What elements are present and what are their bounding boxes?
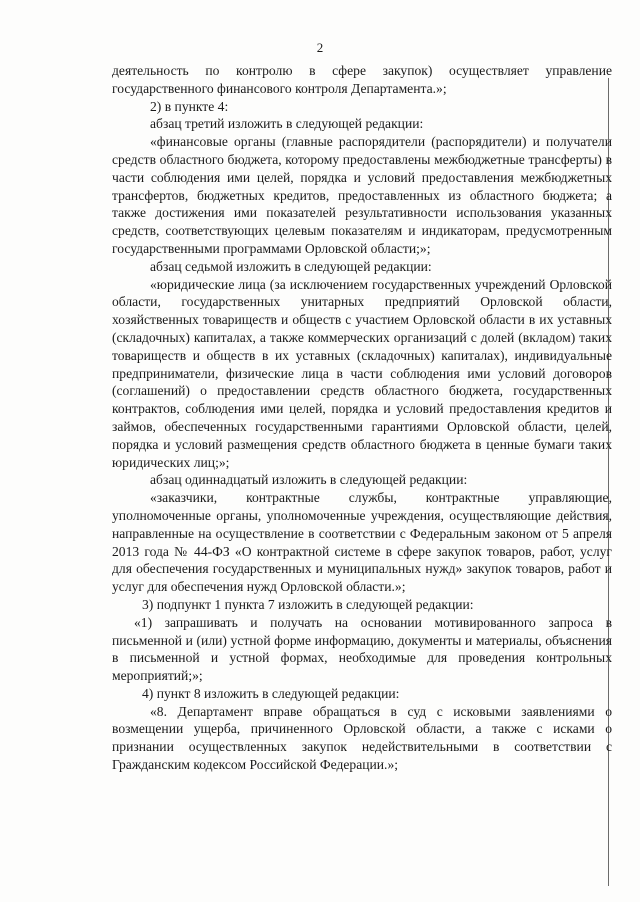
paragraph: деятельность по контролю в сфере закупок) осуществляет управление государственного финансового контроля Департамента.»; [112, 63, 612, 96]
paragraph: 4) пункт 8 изложить в следующей редакции: [142, 685, 400, 701]
paragraph: абзац третий изложить в следующей редакции: [150, 116, 424, 132]
document-body [112, 62, 612, 774]
paragraph: абзац одиннадцатый изложить в следующей редакции: [150, 472, 468, 488]
paragraph: «юридические лица (за исключением государственных учреждений Орловской области, государственных унитарных предприятий Орловской области, хозяйственных товариществ и обществ с участием Орловской области в их уставных (складочных) капиталах, а также коммерческих организаций с долей (вкладом) таких товариществ и обществ в их уставных (складочных) капиталах), индивидуальные предприниматели, физические лица в части соблюдения ими условий договоров (соглашений) о предоставлении средств областного бюджета, государственных контрактов, соблюдения ими целей, порядка и условий предоставления кредитов и займов, обеспеченных государственными гарантиями Орловской области, целей, порядка и условий размещения средств областного бюджета в ценные бумаги таких юридических лиц;»; [112, 276, 612, 470]
paragraph: «8. Департамент вправе обращаться в суд с исковыми заявлениями о возмещении ущерба, причиненного Орловской области, а также с исками о признании осуществленных закупок недействительными в соответствии с Гражданским кодексом Российской Федерации.»; [112, 703, 612, 773]
paragraph: «заказчики, контрактные службы, контрактные управляющие, уполномоченные органы, уполномоченные учреждения, осуществляющие действия, направленные на осуществление в соответствии с Федеральным законом от 5 апреля 2013 года № 44-ФЗ «О контрактной системе в сфере закупок товаров, работ, услуг для обеспечения государственных и муниципальных нужд» закупок товаров, работ и услуг для обеспечения нужд Орловской области.»; [112, 490, 612, 595]
page-number: 2 [316, 40, 324, 55]
paragraph: 3) подпункт 1 пункта 7 изложить в следующей редакции: [142, 596, 474, 612]
paragraph: «1) запрашивать и получать на основании мотивированного запроса в письменной и (или) устной форме информацию, документы и материалы, объяснения в письменной и устной формах, необходимые для проведения контрольных мероприятий;»; [112, 614, 612, 684]
paragraph: абзац седьмой изложить в следующей редакции: [150, 258, 432, 274]
paragraph: 2) в пункте 4: [150, 98, 229, 114]
paragraph: «финансовые органы (главные распорядители (распорядители) и получатели средств областного бюджета, которому предоставлены межбюджетные трансферты) в части соблюдения ими целей, порядка и условий предоставления межбюджетных трансфертов, бюджетных кредитов, предоставленных из областного бюджета; а также достижения ими показателей результативности использования указанных средств, соответствующих целевым показателям и индикаторам, предусмотренным государственными программами Орловской области;»; [112, 134, 612, 256]
